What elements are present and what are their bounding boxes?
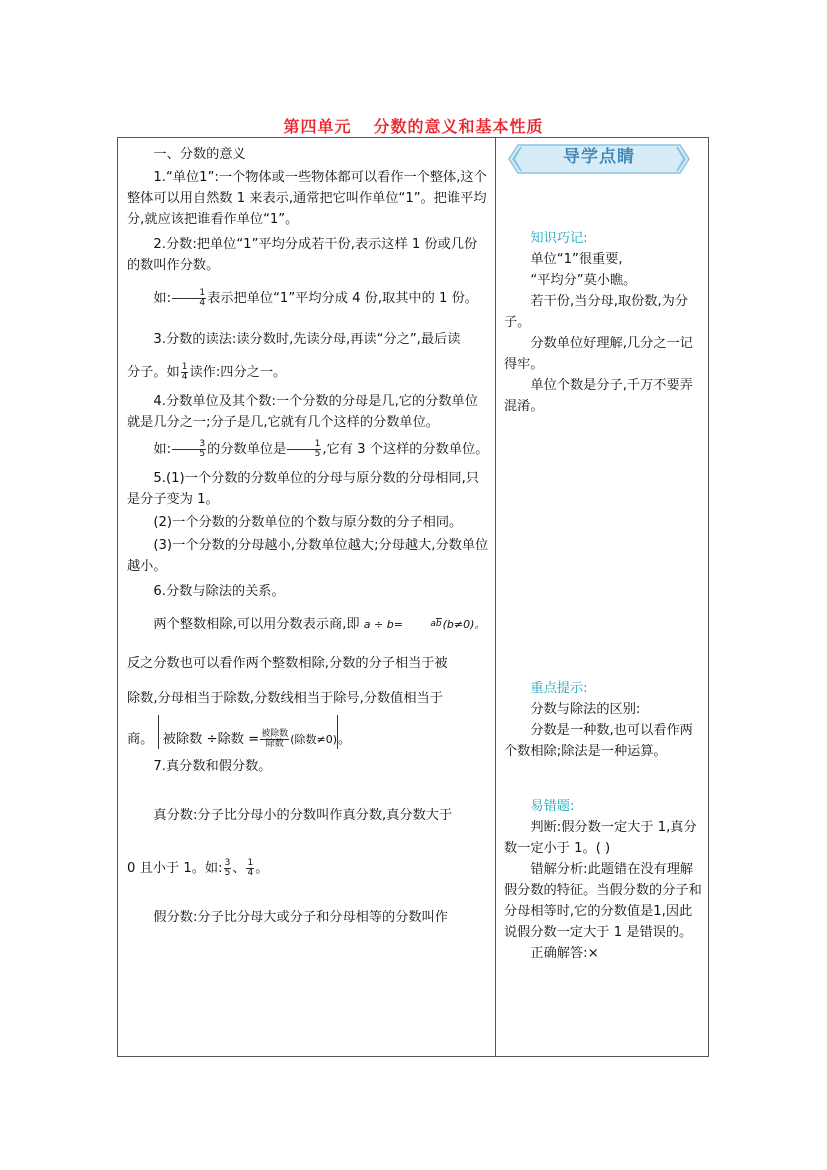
error-title: 易错题:: [530, 799, 575, 814]
para-reading-cont: [127, 362, 489, 383]
text: 0 且小于 1: [127, 861, 192, 876]
numerator: 1: [314, 438, 321, 449]
right-column: [504, 138, 702, 964]
denominator: 4: [247, 867, 254, 878]
numerator: 3: [199, 438, 206, 449]
denominator: 5: [224, 867, 231, 878]
para-division-heading: 6.分数与除法的关系。: [153, 584, 285, 599]
denominator: 4: [181, 371, 188, 382]
denominator: 5: [287, 449, 321, 459]
guide-banner: [508, 144, 690, 174]
fraction: [181, 363, 189, 382]
para-division-1: 反之分数也可以看作两个整数相除,分数的分子相当于被: [127, 656, 448, 671]
text: 商。: [127, 732, 154, 747]
fraction: [172, 289, 206, 308]
fraction: [404, 620, 442, 629]
numerator: 1: [181, 361, 188, 372]
error-answer: 正确解答:×: [530, 946, 599, 961]
fraction: [287, 440, 321, 459]
text: (除数≠0): [290, 733, 338, 746]
numerator: a: [430, 618, 436, 629]
error-question: 判断:假分数一定大于 1,真分数一定小于 1。( ): [504, 820, 697, 856]
numerator: 1: [199, 287, 206, 298]
denominator: 4: [172, 298, 206, 308]
key-point-title: 重点提示:: [530, 681, 588, 696]
text: 分子比分母小的分数叫作真分数,真分数大于: [197, 808, 453, 823]
para-rule-3: (3)一个分数的分母越小,分数单位越大;分母越大,分数单位越小。: [127, 538, 489, 574]
para-fraction-unit: 4.分数单位及其个数:一个分数的分母是几,它的分数单位就是几分之一;分子是几,它就有几个这样的分数单位。: [127, 394, 478, 430]
para-fraction-example: [127, 288, 489, 309]
error-analysis: 错解分析:此题错在没有理解假分数的特征。当假分数的分子和分母相等时,它的分数值是1,因此说假分数一定大于 1 是错误的。: [504, 862, 702, 940]
para-rule-1: 5.(1)一个分数的分数单位的分母与原分数的分母相同,只是分子变为 1。: [127, 471, 479, 507]
numerator: 3: [224, 857, 231, 868]
memory-line-4: 分数单位好理解,几分之一记得牢。: [504, 336, 693, 372]
page-title: [0, 114, 827, 137]
para-improper: 假分数:分子比分母大或分子和分母相等的分数叫作: [153, 910, 448, 925]
left-column: [127, 144, 489, 928]
memory-line-1: 单位“1”很重要,: [530, 252, 623, 267]
para-proper-example: [127, 858, 489, 879]
numerator: 1: [247, 857, 254, 868]
para-unit-one: 1.“单位1”:一个物体或一些物体都可以看作一个整体,这个整体可以用自然数 1 来表示,通常把它叫作单位“1”。把谁平均分,就应该把谁看作单位“1”。: [127, 170, 487, 227]
fraction: [172, 440, 206, 459]
memory-line-5: 单位个数是分子,千万不要弄混淆。: [504, 378, 693, 414]
unit-topic: 分数的意义和基本性质: [373, 117, 544, 136]
fraction: [260, 730, 289, 749]
para-reading: 3.分数的读法:读分数时,先读分母,再读“分之”,最后读: [153, 332, 461, 347]
para-unit-example: [127, 439, 489, 460]
para-division-formula: [127, 614, 489, 635]
denominator: b: [435, 618, 442, 629]
text: 的分数单位是: [207, 442, 287, 457]
text: 真分数:: [153, 808, 198, 823]
text: 分子。如: [127, 365, 180, 380]
numerator: 被除数: [261, 728, 289, 739]
column-divider: [495, 138, 496, 1056]
section-heading: 一、分数的意义: [153, 147, 246, 162]
formula-text: (b≠0)。: [442, 618, 486, 631]
key-point-2: 分数是一种数,也可以看作两个数相除;除法是一种运算。: [504, 723, 693, 759]
memory-title: 知识巧记:: [530, 231, 588, 246]
para-proper-heading: 7.真分数和假分数。: [153, 759, 272, 774]
text: 如:: [153, 291, 172, 306]
formula-text: a ÷ b=: [363, 618, 403, 631]
text: 读作:四分之一。: [189, 365, 287, 380]
memory-line-3: 若干份,当分母,取份数,为分子。: [504, 294, 689, 330]
denominator: 除数: [260, 739, 289, 749]
unit-label: 第四单元: [283, 117, 352, 136]
text: 。: [338, 732, 352, 747]
banner-label: 导学点睛: [563, 147, 635, 167]
text: 、: [232, 861, 246, 876]
text: 。: [255, 861, 269, 876]
para-fraction-def: 2.分数:把单位“1”平均分成若干份,表示这样 1 份或几份的数叫作分数。: [127, 237, 478, 273]
text: 。如:: [191, 861, 223, 876]
para-division-3: [127, 729, 489, 750]
text: 被除数 ÷除数 =: [162, 732, 260, 747]
fraction: [224, 859, 232, 878]
text: 表示把单位“1”平均分成 4 份,取其中的 1 份。: [207, 291, 478, 306]
fraction: [246, 859, 254, 878]
para-division-2: 除数,分母相当于除数,分数线相当于除号,分数值相当于: [127, 691, 443, 706]
text: ,它有 3 个这样的分数单位。: [322, 442, 489, 457]
denominator: 5: [172, 449, 206, 459]
memory-line-2: “平均分”莫小瞧。: [530, 273, 637, 288]
para-rule-2: (2)一个分数的分数单位的个数与原分数的分子相同。: [153, 515, 463, 530]
content-table: [117, 137, 709, 1057]
text: 两个整数相除,可以用分数表示商,即: [153, 617, 360, 632]
key-point-1: 分数与除法的区别:: [530, 702, 641, 717]
para-proper: [127, 805, 489, 826]
bracket-line: [158, 715, 159, 749]
text: 如:: [153, 442, 172, 457]
